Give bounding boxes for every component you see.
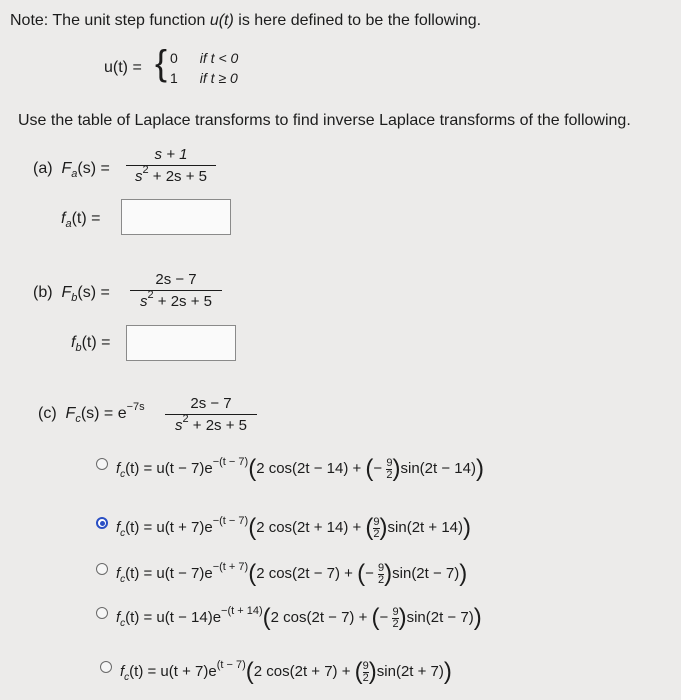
case-one: 1 if t ≥ 0 — [170, 70, 238, 86]
coef-open-paren: ( — [365, 514, 374, 541]
coef-numerator: 9 — [392, 605, 399, 618]
option-formula — [116, 452, 484, 481]
option-formula — [116, 557, 467, 586]
option-formula — [116, 601, 482, 630]
coef-denominator: 2 — [386, 468, 393, 481]
coef-close-paren: ) — [392, 455, 401, 482]
coef-sign: − — [379, 609, 393, 626]
part-b-fraction: 2s − 7 $s^2 + 2s + 5$ — [130, 271, 222, 310]
formula-cos-term: 2 cos(2t − 7) + — [256, 565, 358, 582]
open-paren: ( — [248, 560, 257, 587]
option-formula — [116, 511, 471, 540]
formula-exponent: −(t − 7) — [212, 456, 249, 468]
formula-sin-term: sin(2t + 14) — [387, 519, 464, 536]
coef-close-paren: ) — [368, 658, 377, 685]
option-formula — [120, 655, 452, 684]
formula-step-exp: (t) = u(t + 7)e — [125, 519, 213, 536]
formula-lhs-sub: c — [120, 574, 126, 585]
formula-exponent: −(t − 7) — [212, 515, 249, 527]
coef-open-paren: ( — [371, 604, 380, 631]
formula-lhs: f — [116, 519, 121, 536]
coef-numerator: 9 — [373, 515, 380, 528]
close-paren: ) — [475, 455, 484, 482]
coef-denominator: 2 — [378, 573, 385, 586]
case-zero: 0 if t < 0 — [170, 50, 239, 66]
radio-button[interactable] — [96, 607, 108, 619]
part-a-answer-label: $f_a(t)$ = — [61, 210, 101, 230]
close-paren: ) — [443, 658, 452, 685]
coef-sign: − — [373, 460, 387, 477]
formula-cos-term: 2 cos(2t − 14) + — [256, 460, 366, 477]
radio-button[interactable] — [96, 563, 108, 575]
part-a-answer-input[interactable] — [121, 199, 231, 235]
part-b-answer-label: $f_b(t)$ = — [71, 334, 111, 354]
part-a-label: (a) $F_a(s)$ = — [33, 160, 110, 180]
close-paren: ) — [459, 560, 468, 587]
coef-open-paren: ( — [357, 560, 366, 587]
formula-lhs-sub: c — [124, 672, 130, 683]
formula-step-exp: (t) = u(t + 7)e — [129, 663, 217, 680]
formula-lhs-sub: c — [120, 528, 126, 539]
formula-exponent: (t − 7) — [216, 659, 246, 671]
radio-button[interactable] — [96, 458, 108, 470]
formula-lhs-sub: c — [120, 469, 126, 480]
formula-cos-term: 2 cos(2t + 7) + — [253, 663, 355, 680]
coef-numerator: 9 — [362, 659, 369, 672]
coef-fraction — [373, 517, 379, 540]
part-b-answer-input[interactable] — [126, 325, 236, 361]
formula-step-exp: (t) = u(t − 14)e — [125, 609, 222, 626]
open-paren: ( — [262, 604, 271, 631]
coef-close-paren: ) — [398, 604, 407, 631]
coef-numerator: 9 — [386, 456, 393, 469]
coef-denominator: 2 — [373, 527, 380, 540]
close-paren: ) — [463, 514, 472, 541]
formula-sin-term: sin(2t − 14) — [400, 460, 476, 477]
formula-step-exp: (t) = u(t − 7)e — [125, 460, 213, 477]
part-a-fraction: s + 1 $s^2 + 2s + 5$ — [126, 146, 216, 185]
open-paren: ( — [245, 658, 254, 685]
coef-open-paren: ( — [354, 658, 363, 685]
formula-lhs: f — [116, 565, 121, 582]
definition-lhs: u(t) = — [104, 59, 142, 76]
coef-fraction — [392, 607, 398, 630]
coef-denominator: 2 — [362, 671, 369, 684]
formula-cos-term: 2 cos(2t + 14) + — [256, 519, 366, 536]
coef-close-paren: ) — [379, 514, 388, 541]
radio-button[interactable] — [96, 517, 108, 529]
coef-fraction — [363, 661, 369, 684]
coef-open-paren: ( — [365, 455, 374, 482]
open-paren: ( — [248, 514, 257, 541]
note-text: Note: The unit step function u(t) is here defined to be the following. — [10, 12, 482, 29]
open-paren: ( — [248, 455, 257, 482]
formula-sin-term: sin(2t − 7) — [392, 565, 460, 582]
formula-sin-term: sin(2t + 7) — [376, 663, 444, 680]
formula-step-exp: (t) = u(t − 7)e — [125, 565, 213, 582]
formula-exponent: −(t + 7) — [212, 561, 249, 573]
instruction-text: Use the table of Laplace transforms to find inverse Laplace transforms of the following. — [18, 112, 631, 129]
formula-cos-term: 2 cos(2t − 7) + — [270, 609, 372, 626]
coef-sign: − — [365, 565, 379, 582]
formula-lhs-sub: c — [120, 618, 126, 629]
formula-lhs: f — [116, 460, 121, 477]
formula-lhs: f — [120, 663, 125, 680]
part-c-fraction: 2s − 7 $s^2 + 2s + 5$ — [165, 395, 257, 434]
radio-button[interactable] — [100, 661, 112, 673]
formula-sin-term: sin(2t − 7) — [406, 609, 474, 626]
close-paren: ) — [473, 604, 482, 631]
coef-denominator: 2 — [392, 617, 399, 630]
coef-numerator: 9 — [378, 561, 385, 574]
coef-close-paren: ) — [384, 560, 393, 587]
formula-exponent: −(t + 14) — [221, 605, 263, 617]
brace-symbol: { — [155, 42, 168, 83]
part-b-label: (b) $F_b(s)$ = — [33, 284, 110, 304]
part-c-label: (c) $F_c(s) = e^{-7s}$ — [38, 401, 145, 425]
formula-lhs: f — [116, 609, 121, 626]
